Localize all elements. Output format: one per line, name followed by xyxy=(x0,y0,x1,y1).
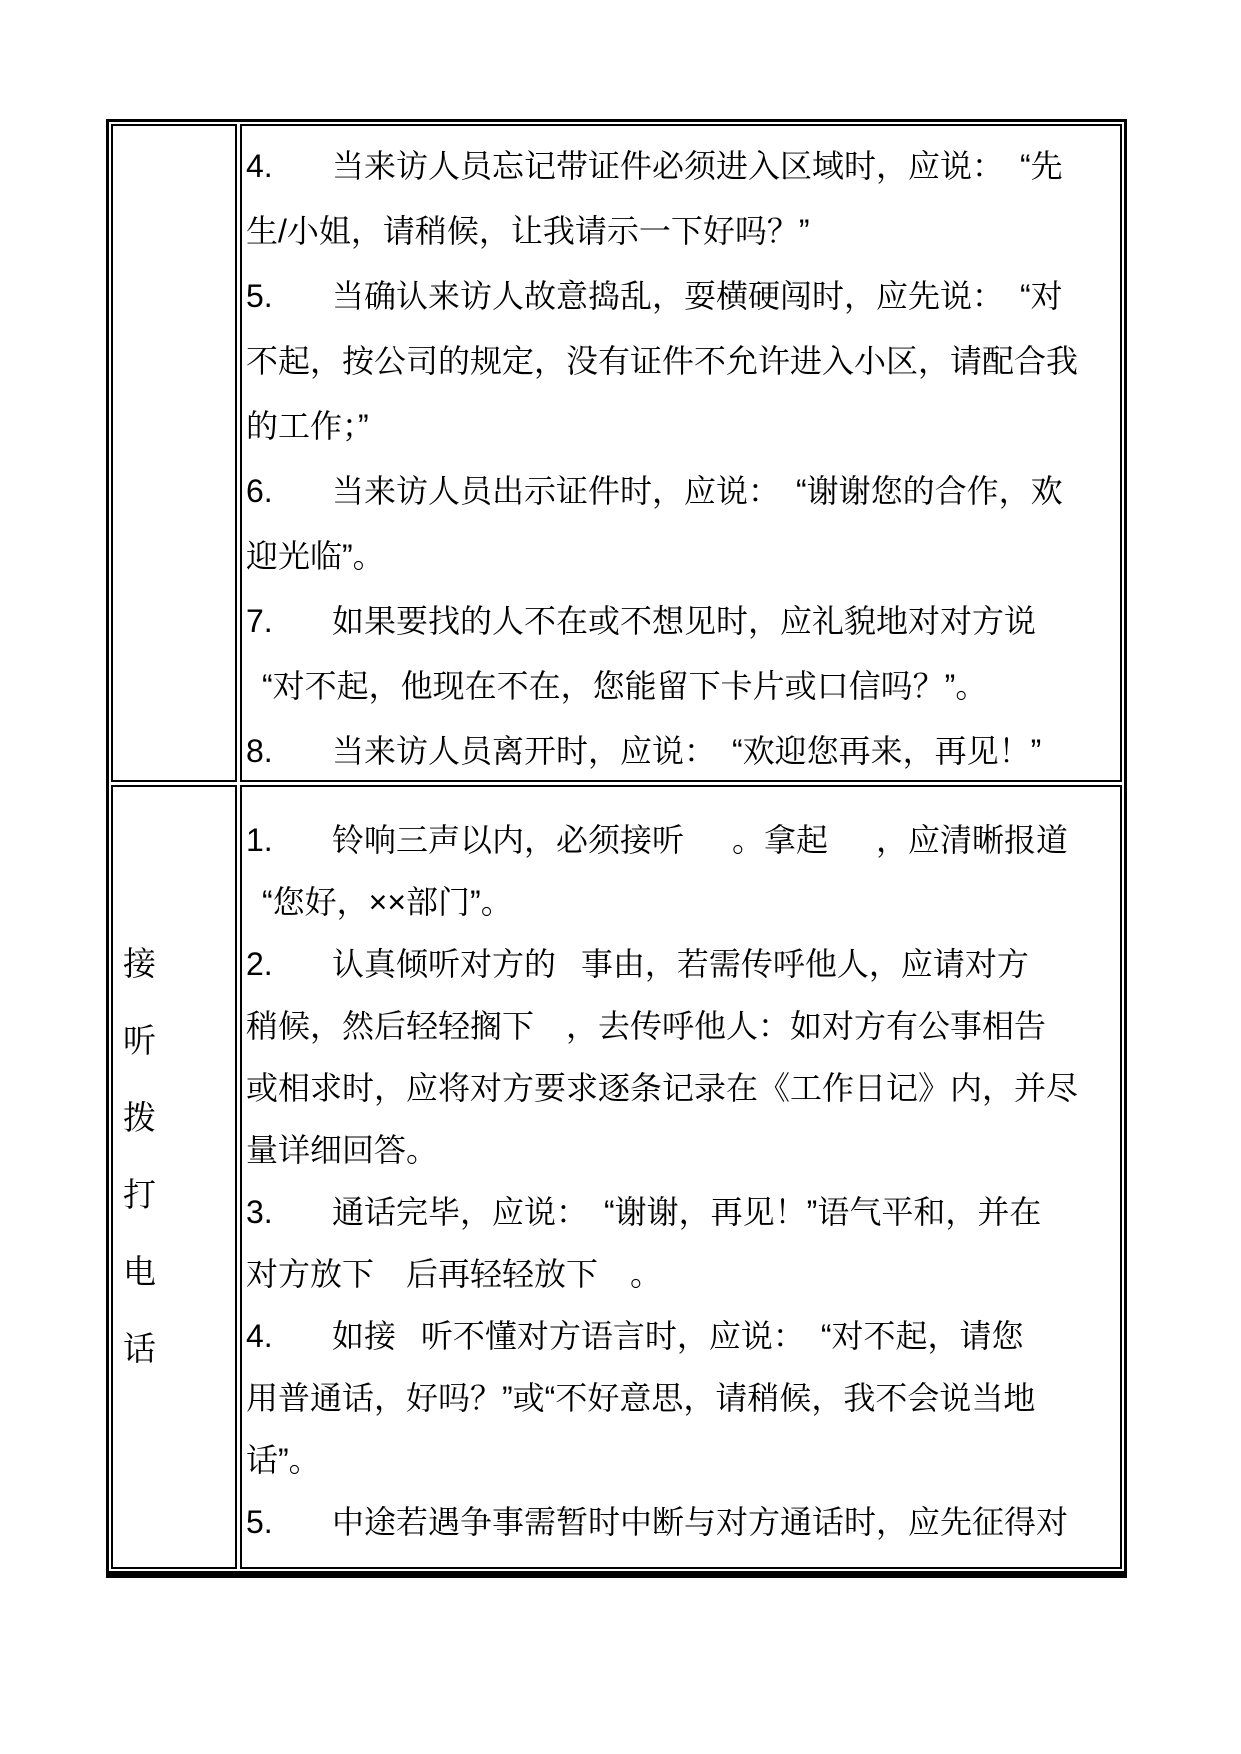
text-line xyxy=(246,264,1120,329)
header-char: 打 xyxy=(123,1176,156,1213)
line-text: 对方放下 后再轻轻放下 。 xyxy=(246,1256,663,1292)
item-number: 8. xyxy=(246,733,273,769)
text-line xyxy=(246,871,1120,933)
header-char: 电 xyxy=(123,1253,156,1290)
text-line xyxy=(246,933,1120,995)
line-text: “您好，××部门”。 xyxy=(246,884,513,920)
text-line xyxy=(246,1243,1120,1305)
header-char: 话 xyxy=(123,1330,156,1367)
item-number: 1. xyxy=(246,822,273,858)
text-line xyxy=(246,394,1120,459)
text-line xyxy=(246,199,1120,264)
line-text: 如果要找的人不在或不想见时，应礼貌地对对方说 xyxy=(332,603,1037,639)
text-line xyxy=(246,524,1120,589)
item-number: 2. xyxy=(246,946,273,982)
item-number: 5. xyxy=(246,1504,273,1540)
header-char: 听 xyxy=(123,1022,156,1059)
line-text: 当确认来访人故意捣乱，耍横硬闯时，应先说： “对 xyxy=(332,278,1063,314)
line-text: 量详细回答。 xyxy=(246,1132,439,1168)
header-char: 拨 xyxy=(123,1099,156,1136)
text-line xyxy=(246,654,1120,719)
line-text: 不起，按公司的规定，没有证件不允许进入小区，请配合我 xyxy=(246,343,1079,379)
text-line xyxy=(246,589,1120,654)
item-number: 5. xyxy=(246,278,273,314)
text-line xyxy=(246,809,1120,871)
line-text: 用普通话，好吗？”或“不好意思，请稍候，我不会说当地 xyxy=(246,1380,1036,1416)
item-number: 7. xyxy=(246,603,273,639)
text-line xyxy=(246,995,1120,1057)
line-text: 或相求时，应将对方要求逐条记录在《工作日记》内，并尽 xyxy=(246,1070,1079,1106)
text-line xyxy=(246,719,1120,782)
text-line xyxy=(246,1367,1120,1429)
line-text: 中途若遇争事需暂时中断与对方通话时，应先征得对 xyxy=(332,1504,1069,1540)
text-line xyxy=(246,1491,1120,1553)
item-number: 3. xyxy=(246,1194,273,1230)
line-text: 认真倾听对方的 事由，若需传呼他人，应请对方 xyxy=(332,946,1029,982)
row1-header-cell xyxy=(111,124,237,782)
line-text: 当来访人员出示证件时，应说： “谢谢您的合作，欢 xyxy=(332,473,1063,509)
etiquette-table xyxy=(106,119,1127,1578)
row1-content-cell xyxy=(240,124,1122,782)
row2-header-cell xyxy=(111,785,237,1569)
line-text: “对不起，他现在不在，您能留下卡片或口信吗？”。 xyxy=(246,668,988,704)
text-line xyxy=(246,1429,1120,1491)
line-text: 生/小姐，请稍候，让我请示一下好吗？” xyxy=(246,213,810,249)
item-number: 4. xyxy=(246,148,273,184)
item-number: 6. xyxy=(246,473,273,509)
text-line xyxy=(246,459,1120,524)
text-line xyxy=(246,1057,1120,1119)
line-text: 当来访人员忘记带证件必须进入区域时，应说： “先 xyxy=(332,148,1063,184)
text-line xyxy=(246,1181,1120,1243)
line-text: 当来访人员离开时，应说： “欢迎您再来，再见！” xyxy=(332,733,1042,769)
header-char: 接 xyxy=(123,945,156,982)
row2-content-cell xyxy=(240,785,1122,1569)
text-line xyxy=(246,1305,1120,1367)
line-text: 话”。 xyxy=(246,1442,321,1478)
text-line xyxy=(246,329,1120,394)
text-line xyxy=(246,1119,1120,1181)
line-text: 稍候，然后轻轻搁下 ，去传呼他人：如对方有公事相告 xyxy=(246,1008,1047,1044)
line-text: 的工作；” xyxy=(246,408,369,444)
item-number: 4. xyxy=(246,1318,273,1354)
line-text: 通话完毕，应说： “谢谢，再见！”语气平和，并在 xyxy=(332,1194,1042,1230)
line-text: 如接 听不懂对方语言时，应说： “对不起，请您 xyxy=(332,1318,1024,1354)
line-text: 迎光临”。 xyxy=(246,538,385,574)
line-text: 铃响三声以内，必须接听 。拿起 ，应清晰报道 xyxy=(332,822,1069,858)
text-line xyxy=(246,134,1120,199)
